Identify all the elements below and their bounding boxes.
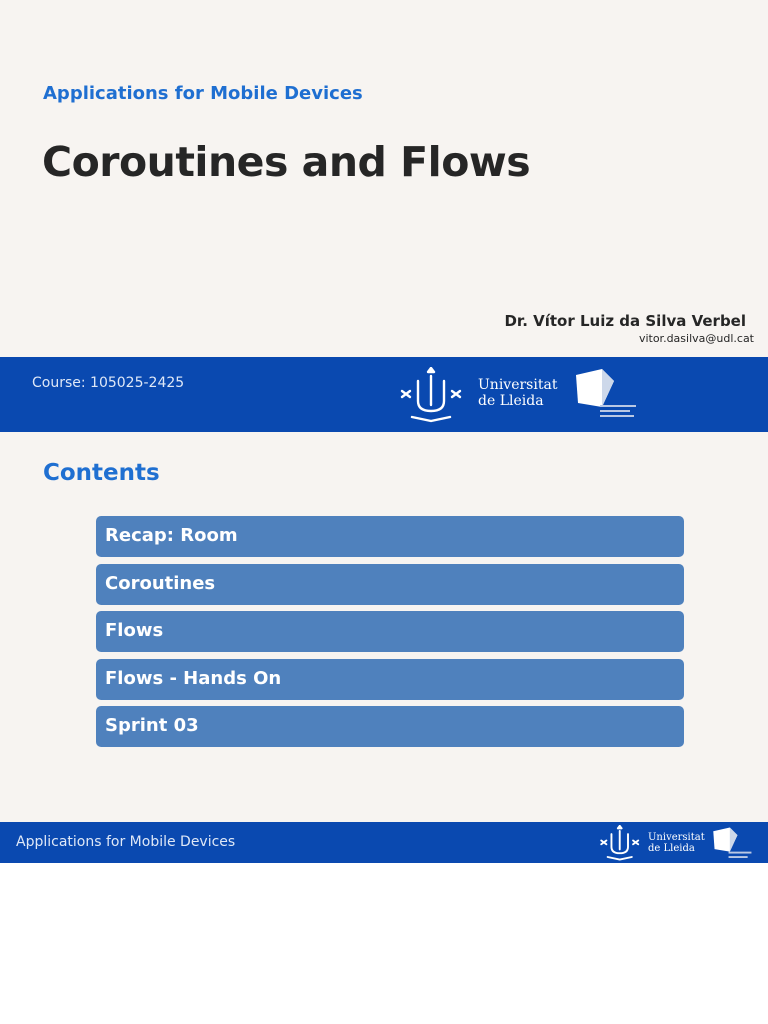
- footer-course-title: Applications for Mobile Devices: [16, 834, 236, 850]
- course-code: Course: 105025-2425: [32, 375, 185, 391]
- contents-slide: [0, 432, 768, 863]
- contents-heading: Contents: [43, 460, 160, 486]
- contents-item-recap-room: Recap: Room: [96, 516, 684, 557]
- slide-footer: [0, 822, 768, 863]
- contents-item-coroutines: Coroutines: [96, 564, 684, 605]
- author-name: Dr. Vítor Luiz da Silva Verbel: [504, 312, 746, 330]
- contents-item-flows-hands-on: Flows - Hands On: [96, 659, 684, 700]
- footer-university-emblem-icon: [600, 825, 642, 861]
- title-slide: [0, 0, 768, 432]
- author-email: vitor.dasilva@udl.cat: [638, 332, 754, 345]
- footer-university-wordmark: [648, 832, 705, 854]
- contents-item-sprint-03: Sprint 03: [96, 706, 684, 747]
- footer-university-line-1: Universitat: [648, 832, 705, 843]
- campus-logo-icon: [574, 367, 640, 423]
- university-line-1: Universitat: [478, 377, 558, 393]
- university-wordmark: [478, 377, 557, 409]
- footer-university-line-2: de Lleida: [648, 843, 695, 854]
- university-emblem-icon: [400, 367, 466, 423]
- course-band: [0, 357, 768, 432]
- contents-list: [96, 516, 684, 754]
- contents-item-flows: Flows: [96, 611, 684, 652]
- course-title: Applications for Mobile Devices: [43, 83, 363, 104]
- university-line-2: de Lleida: [478, 393, 544, 409]
- footer-campus-logo-icon: [712, 826, 754, 862]
- slide-title: Coroutines and Flows: [42, 138, 531, 186]
